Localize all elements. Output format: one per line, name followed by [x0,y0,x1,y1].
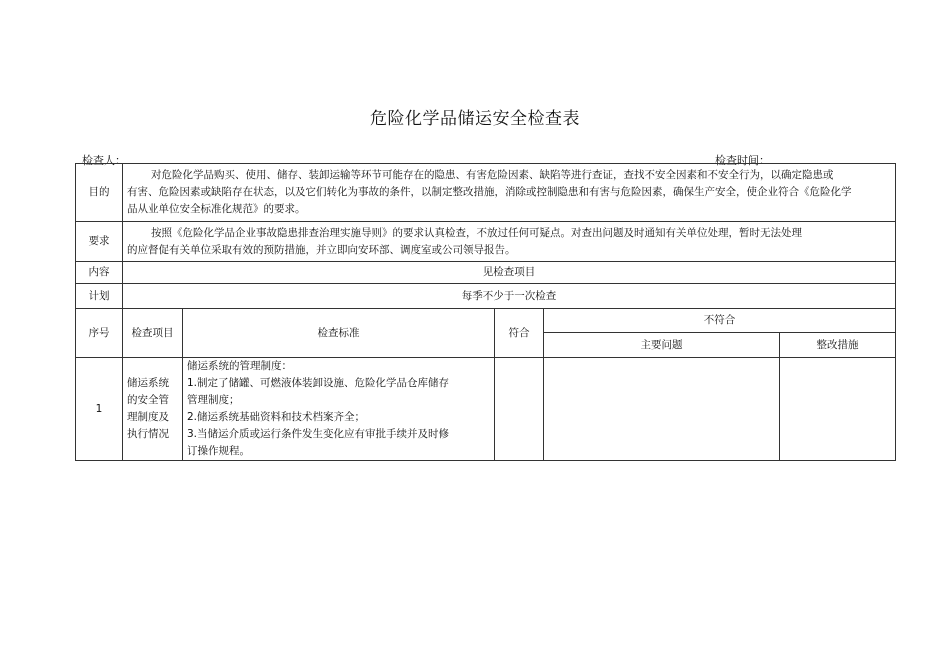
standard-line: 管理制度； [187,394,240,406]
purpose-line-2: 有害、危险因素或缺陷存在状态，以及它们转化为事故的条件，以制定整改措施，消除或控制隐患和有害与危险因素，确保生产安全，使企业符合《危险化学 [127,186,852,198]
header-item: 检查项目 [123,309,183,358]
header-rectify: 整改措施 [780,333,896,358]
inspector-label: 检查人： [82,154,126,167]
item-standard [183,358,495,461]
content-value: 见检查项目 [123,262,896,284]
content-label: 内容 [76,262,123,284]
header-row-1 [76,309,896,333]
requirement-line-2: 的应督促有关单位采取有效的预防措施，并立即向安环部、调度室或公司领导报告。 [127,243,516,256]
item-name-line: 理制度及 [127,411,169,423]
standard-line: 1.制定了储罐、可燃液体装卸设施、危险化学品仓库储存 [187,377,450,389]
inspection-table [75,163,896,461]
purpose-row [76,164,896,222]
item-name [123,358,183,461]
page-title: 危险化学品储运安全检查表 [370,109,580,129]
standard-line: 3.当储运介质或运行条件发生变化应有审批手续并及时修 [187,428,450,440]
item-no: 1 [76,358,123,461]
header-conform: 符合 [495,309,544,358]
header-nonconform: 不符合 [544,309,896,333]
requirement-row [76,222,896,262]
requirement-text [123,222,896,262]
standard-line: 2.储运系统基础资料和技术档案齐全； [187,411,366,423]
purpose-text [123,164,896,222]
requirement-label: 要求 [76,222,123,262]
requirement-line-1: 按照《危险化学品企业事故隐患排查治理实施导则》的要求认真检查，不放过任何可疑点。对查出问题及时通知有关单位处理，暂时无法处理 [151,226,802,239]
standard-line: 储运系统的管理制度： [187,360,292,372]
plan-row [76,284,896,309]
content-row [76,262,896,284]
item-name-line: 的安全管 [127,394,169,406]
header-standard: 检查标准 [183,309,495,358]
item-name-line: 储运系统 [127,377,169,389]
header-main-issue: 主要问题 [544,333,780,358]
header-no: 序号 [76,309,123,358]
item-main-issue-cell[interactable] [544,358,780,461]
plan-label: 计划 [76,284,123,309]
inspection-time-label: 检查时间： [715,154,770,167]
purpose-line-1: 对危险化学品购买、使用、储存、装卸运输等环节可能存在的隐患、有害危险因素、缺陷等进行查证，查找不安全因素和不安全行为，以确定隐患或 [151,169,834,181]
item-conform-cell[interactable] [495,358,544,461]
item-name-line: 执行情况 [127,428,169,440]
item-rectify-cell[interactable] [780,358,896,461]
purpose-label: 目的 [76,164,123,222]
table-row [76,358,896,461]
standard-line: 订操作规程。 [187,445,250,457]
purpose-line-3: 品从业单位安全标准化规范》的要求。 [127,203,306,215]
plan-value: 每季不少于一次检查 [123,284,896,309]
